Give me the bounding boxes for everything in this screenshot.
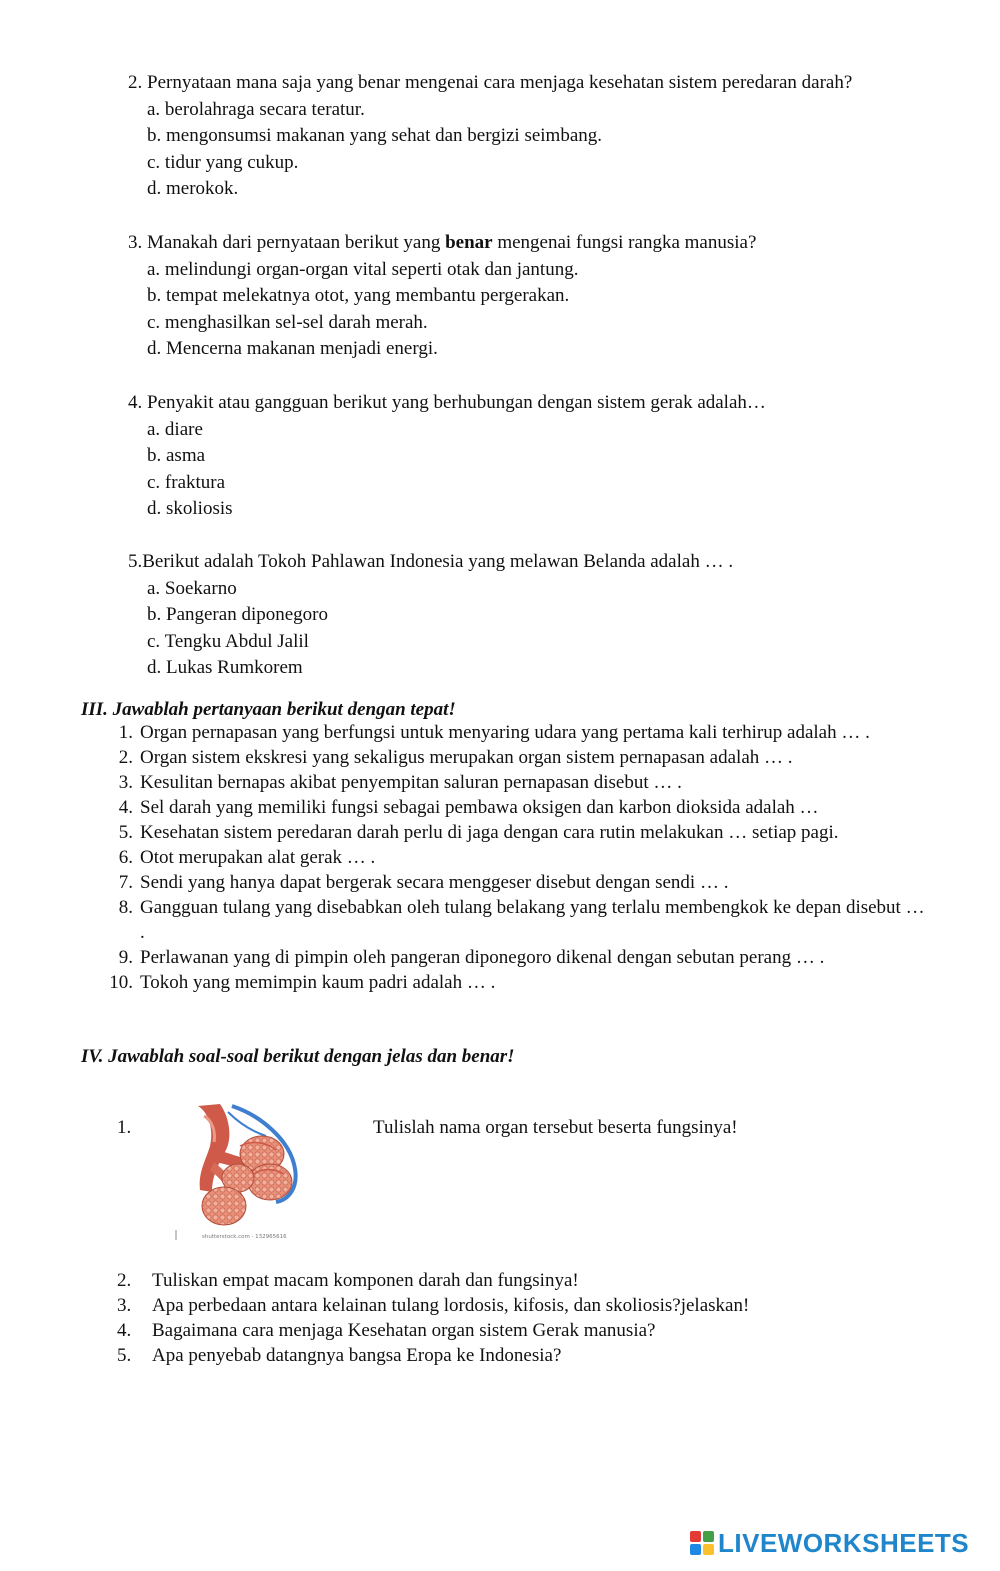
essay-1-text: Tulislah nama organ tersebut beserta fungsinya! xyxy=(373,1117,738,1138)
question-4 xyxy=(128,390,766,523)
list-item xyxy=(104,895,934,945)
list-item xyxy=(117,1318,749,1343)
item-number: 10. xyxy=(109,972,133,993)
list-item xyxy=(117,1268,749,1293)
question-5 xyxy=(128,549,733,682)
logo-square xyxy=(703,1531,714,1542)
alveoli-illustration xyxy=(170,1102,310,1244)
item-number: 3. xyxy=(117,1295,132,1316)
option-d: d. skoliosis xyxy=(147,498,233,519)
image-caption: shutterstock.com · 132965616 xyxy=(202,1234,287,1240)
logo-square xyxy=(703,1544,714,1555)
option-d: d. Mencerna makanan menjadi energi. xyxy=(147,338,438,359)
item-text: Perlawanan yang di pimpin oleh pangeran diponegoro dikenal dengan sebutan perang … . xyxy=(140,947,825,968)
option-d: d. Lukas Rumkorem xyxy=(147,657,303,678)
list-item xyxy=(104,795,934,820)
watermark-text: LIVEWORKSHEETS xyxy=(718,1527,970,1558)
item-number: 4. xyxy=(118,797,133,818)
option-a: a. Soekarno xyxy=(147,577,237,599)
item-text: Otot merupakan alat gerak … . xyxy=(140,847,376,868)
logo-square xyxy=(690,1544,701,1555)
item-text: Sel darah yang memiliki fungsi sebagai pembawa oksigen dan karbon dioksida adalah … xyxy=(140,797,819,818)
option-a: a. melindungi organ-organ vital seperti otak dan jantung. xyxy=(147,258,579,280)
alveoli-icon xyxy=(170,1102,310,1244)
item-number: 2. xyxy=(118,747,133,768)
item-number: 6. xyxy=(118,847,133,868)
item-number: 2. xyxy=(117,1270,132,1291)
item-text: Kesehatan sistem peredaran darah perlu di jaga dengan cara rutin melakukan … setiap pagi. xyxy=(140,822,839,843)
option-b: b. mengonsumsi makanan yang sehat dan bergizi seimbang. xyxy=(147,125,603,146)
option-c: c. menghasilkan sel-sel darah merah. xyxy=(147,311,428,333)
item-text: Apa penyebab datangnya bangsa Eropa ke Indonesia? xyxy=(152,1345,562,1366)
question-text: 4. Penyakit atau gangguan berikut yang berhubungan dengan sistem gerak adalah… xyxy=(128,392,766,413)
item-text: Apa perbedaan antara kelainan tulang lordosis, kifosis, dan skoliosis?jelaskan! xyxy=(152,1295,750,1316)
item-text: Organ pernapasan yang berfungsi untuk menyaring udara yang pertama kali terhirup adalah … . xyxy=(140,722,870,743)
item-text: Tokoh yang memimpin kaum padri adalah … . xyxy=(140,972,496,993)
section-4-title: IV. Jawablah soal-soal berikut dengan jelas dan benar! xyxy=(81,1046,515,1067)
question-text-end: mengenai fungsi rangka manusia? xyxy=(492,232,757,253)
essay-list xyxy=(117,1268,749,1368)
item-text: Gangguan tulang yang disebabkan oleh tulang belakang yang terlalu membengkok ke depan disebut … . xyxy=(140,897,925,943)
logo-square xyxy=(690,1531,701,1542)
option-c: c. tidur yang cukup. xyxy=(147,151,299,173)
item-text: Sendi yang hanya dapat bergerak secara menggeser disebut dengan sendi … . xyxy=(140,872,729,893)
section-3-list xyxy=(104,720,934,995)
option-c: c. fraktura xyxy=(147,471,226,493)
list-item xyxy=(117,1293,749,1318)
option-d: d. merokok. xyxy=(147,178,239,199)
item-number: 1. xyxy=(118,722,133,743)
list-item xyxy=(104,970,934,995)
question-text-start: 3. Manakah dari pernyataan berikut yang xyxy=(128,232,446,253)
option-b: b. asma xyxy=(147,445,206,466)
item-text: Organ sistem ekskresi yang sekaligus merupakan organ sistem pernapasan adalah … . xyxy=(140,747,793,768)
question-text-bold: benar xyxy=(445,232,493,253)
question-text: 5.Berikut adalah Tokoh Pahlawan Indonesia yang melawan Belanda adalah … . xyxy=(128,551,734,572)
option-c: c. Tengku Abdul Jalil xyxy=(147,630,309,652)
list-item xyxy=(104,870,934,895)
option-a: a. berolahraga secara teratur. xyxy=(147,98,365,120)
section-3-title: III. Jawablah pertanyaan berikut dengan tepat! xyxy=(81,699,456,720)
option-a: a. diare xyxy=(147,418,203,440)
item-number: 9. xyxy=(118,947,133,968)
question-text: 2. Pernyataan mana saja yang benar mengenai cara menjaga kesehatan sistem peredaran darah? xyxy=(128,72,853,93)
item-text: Bagaimana cara menjaga Kesehatan organ sistem Gerak manusia? xyxy=(152,1320,656,1341)
item-text: Tuliskan empat macam komponen darah dan fungsinya! xyxy=(152,1270,579,1291)
liveworksheets-watermark xyxy=(690,1528,969,1558)
essay-1-number: 1. xyxy=(117,1117,132,1138)
question-text xyxy=(128,230,756,257)
list-item xyxy=(104,945,934,970)
item-number: 5. xyxy=(117,1345,132,1366)
list-item xyxy=(104,845,934,870)
option-b: b. Pangeran diponegoro xyxy=(147,604,328,625)
liveworksheets-logo-icon xyxy=(690,1531,714,1555)
item-number: 8. xyxy=(118,897,133,918)
option-b: b. tempat melekatnya otot, yang membantu pergerakan. xyxy=(147,285,570,306)
item-number: 5. xyxy=(118,822,133,843)
item-number: 4. xyxy=(117,1320,132,1341)
item-text: Kesulitan bernapas akibat penyempitan saluran pernapasan disebut … . xyxy=(140,772,682,793)
list-item xyxy=(104,745,934,770)
list-item xyxy=(117,1343,749,1368)
list-item xyxy=(104,720,934,745)
list-item xyxy=(104,770,934,795)
question-3 xyxy=(128,230,756,363)
list-item xyxy=(104,820,934,845)
item-number: 3. xyxy=(118,772,133,793)
question-2 xyxy=(128,70,852,203)
item-number: 7. xyxy=(118,872,133,893)
